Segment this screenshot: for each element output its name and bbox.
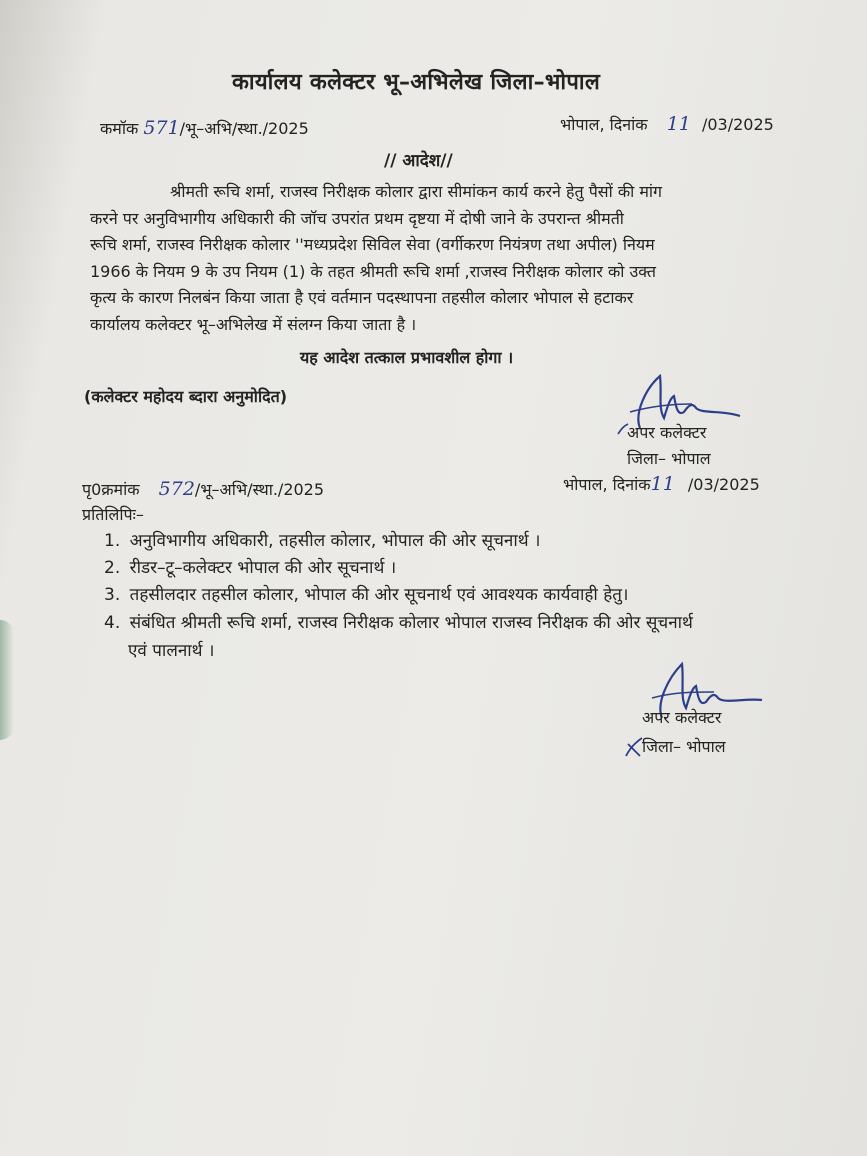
- order-number-suffix: /भू–अभि/स्था./2025: [179, 119, 309, 138]
- list-item-text: अनुविभागीय अधिकारी, तहसील कोलार, भोपाल की ओर सूचनार्थ ।: [129, 531, 541, 551]
- order-date-handwritten: 11: [666, 113, 691, 135]
- list-item-number: 3.: [104, 585, 121, 605]
- list-item: [104, 555, 396, 578]
- copy-label: प्रतिलिपिः–: [82, 505, 144, 524]
- signature-2-designation: अपर कलेक्टर: [642, 708, 722, 727]
- endorsement-date-label: भोपाल, दिनांक: [563, 475, 651, 494]
- page-edge-shadow: [0, 620, 14, 740]
- office-title: कार्यालय कलेक्टर भू–अभिलेख जिला–भोपाल: [232, 70, 601, 95]
- list-item: [104, 528, 540, 551]
- list-item: [104, 610, 693, 633]
- endorsement-number-suffix: /भू–अभि/स्था./2025: [194, 480, 325, 499]
- endorsement-date-handwritten: 11: [650, 473, 675, 495]
- list-item-text: तहसीलदार तहसील कोलार, भोपाल की ओर सूचनार्थ एवं आवश्यक कार्यवाही हेतु।: [129, 585, 629, 605]
- order-number-handwritten: 571: [143, 117, 180, 139]
- list-item-number: 1.: [104, 531, 121, 551]
- body-line: रूचि शर्मा, राजस्व निरीक्षक कोलार ''मध्यप्रदेश सिविल सेवा (वर्गीकरण नियंत्रण तथा अपील) नियम: [90, 235, 655, 255]
- list-item-continuation: एवं पालनार्थ ।: [128, 641, 215, 661]
- list-item-text: रीडर–टू–कलेक्टर भोपाल की ओर सूचनार्थ ।: [129, 558, 397, 578]
- body-line: करने पर अनुविभागीय अधिकारी की जॉच उपरांत प्रथम दृष्टया में दोषी जाने के उपरान्त श्रीमती: [90, 208, 624, 228]
- body-line: कार्यालय कलेक्टर भू–अभिलेख में संलग्न किया जाता है ।: [90, 314, 417, 334]
- endorsement-date-suffix: /03/2025: [687, 475, 760, 494]
- order-number-label: कमॉक: [100, 119, 139, 138]
- signature-2-district: जिला– भोपाल: [642, 737, 726, 756]
- body-line: श्रीमती रूचि शर्मा, राजस्व निरीक्षक कोलार द्वारा सीमांकन कार्य करने हेतु पैसों की मांग: [170, 182, 663, 201]
- endorsement-number-handwritten: 572: [158, 478, 195, 500]
- signature-1-district: जिला– भोपाल: [627, 449, 711, 468]
- list-item: [104, 582, 628, 605]
- approval-note: (कलेक्टर महोदय ब्दारा अनुमोदित): [84, 387, 288, 406]
- list-item-text: संबंधित श्रीमती रूचि शर्मा, राजस्व निरीक्षक कोलार भोपाल राजस्व निरीक्षक की ओर सूचनार्थ: [129, 613, 693, 633]
- list-item-number: 4.: [104, 613, 121, 633]
- order-body: [90, 179, 806, 339]
- body-line: 1966 के नियम 9 के उप नियम (1) के तहत श्रीमती रूचि शर्मा ,राजस्व निरीक्षक कोलार को उक्त: [90, 261, 656, 281]
- signature-1-designation: अपर कलेक्टर: [627, 423, 707, 442]
- endorsement-number: [82, 478, 324, 500]
- body-line: कृत्य के कारण निलबंन किया जाता है एवं वर्तमान पदस्थापना तहसील कोलार भोपाल से हटाकर: [90, 288, 634, 308]
- order-number: [100, 117, 309, 139]
- endorsement-number-label: पृ0क्रमांक: [82, 480, 140, 499]
- order-date: [560, 113, 774, 135]
- order-heading: // आदेश//: [384, 151, 453, 171]
- order-date-suffix: /03/2025: [701, 115, 774, 134]
- order-date-label: भोपाल, दिनांक: [560, 115, 648, 134]
- endorsement-date: [563, 473, 760, 495]
- list-item-number: 2.: [104, 558, 121, 578]
- effect-statement: यह आदेश तत्काल प्रभावशील होगा ।: [300, 348, 514, 367]
